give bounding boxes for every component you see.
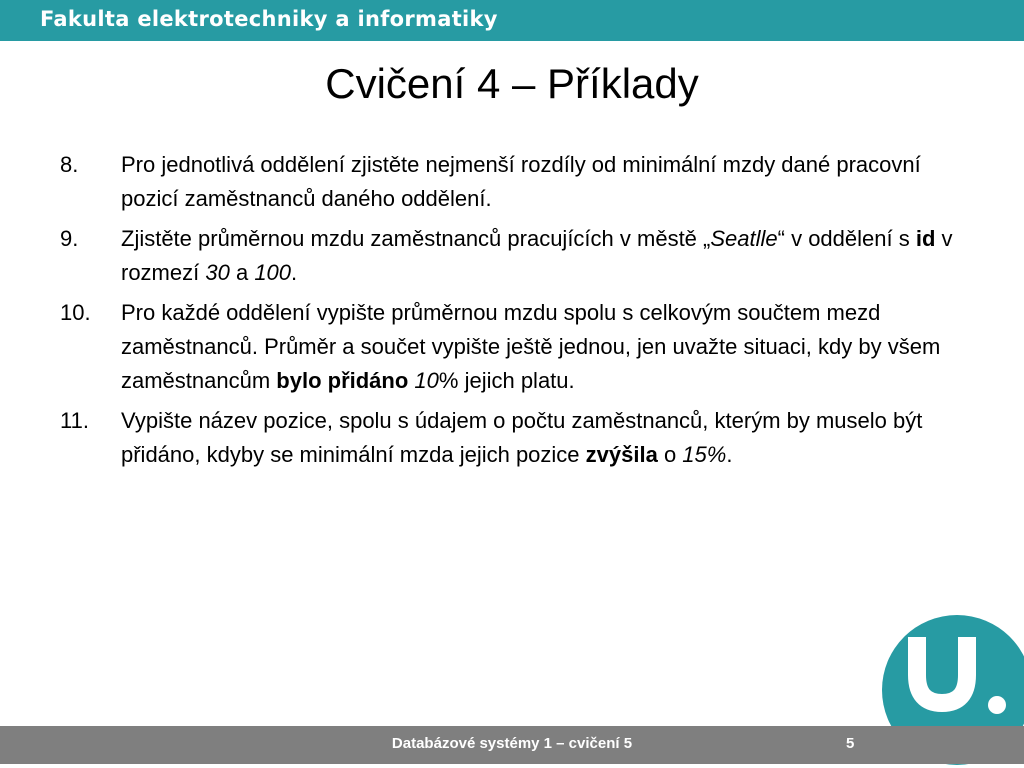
bold-text: bylo přidáno <box>276 368 409 393</box>
page-number: 5 <box>846 735 855 752</box>
exercise-list <box>60 148 960 478</box>
exercise-item <box>60 296 960 398</box>
exercise-number: 8. <box>60 152 79 177</box>
italic-text: 10 <box>414 368 439 393</box>
italic-text: 30 <box>205 260 230 285</box>
bold-text: id <box>915 226 936 251</box>
exercise-number: 11. <box>60 408 89 433</box>
exercise-item <box>60 222 960 290</box>
italic-text: 100 <box>254 260 292 285</box>
bold-text: zvýšila <box>585 442 658 467</box>
exercise-text <box>121 148 960 216</box>
exercise-text <box>121 222 960 290</box>
italic-text: 15% <box>682 442 727 467</box>
footer-bar <box>0 726 1024 764</box>
exercise-number: 9. <box>60 226 79 251</box>
text-run: “ v oddělení s <box>777 226 916 251</box>
text-run: a <box>229 260 255 285</box>
faculty-name: Fakulta elektrotechniky a informatiky <box>40 7 498 31</box>
text-run: Vypište název pozice, spolu s údajem o počtu zaměstnanců, kterým by muselo být přidáno, kdyby se minimální mzda jejich pozice <box>121 408 923 467</box>
text-run: v rozmezí <box>121 226 953 285</box>
text-run: o <box>657 442 683 467</box>
text-run: Pro jednotlivá oddělení zjistěte nejmenší rozdíly od minimální mzdy dané pracovní pozicí zaměstnanců daného oddělení. <box>121 152 921 211</box>
exercise-text <box>121 296 960 398</box>
text-run: Pro každé oddělení vypište průměrnou mzdu spolu s celkovým součtem mezd zaměstnanců. Průměr a součet vypište ještě jednou, jen uvažte situaci, kdy by všem zaměstnancům <box>121 300 941 393</box>
text-run: . <box>726 442 733 467</box>
header-bar <box>0 0 1024 41</box>
text-run: % jejich platu. <box>438 368 575 393</box>
exercise-number: 10. <box>60 300 91 325</box>
italic-text: Seatlle <box>710 226 778 251</box>
exercise-text <box>121 404 960 472</box>
text-run: . <box>291 260 298 285</box>
exercise-item <box>60 148 960 216</box>
slide-title: Cvičení 4 – Příklady <box>325 60 699 107</box>
course-name: Databázové systémy 1 – cvičení 5 <box>391 735 633 752</box>
exercise-item <box>60 404 960 472</box>
text-run: Zjistěte průměrnou mzdu zaměstnanců pracujících v městě „ <box>121 226 711 251</box>
